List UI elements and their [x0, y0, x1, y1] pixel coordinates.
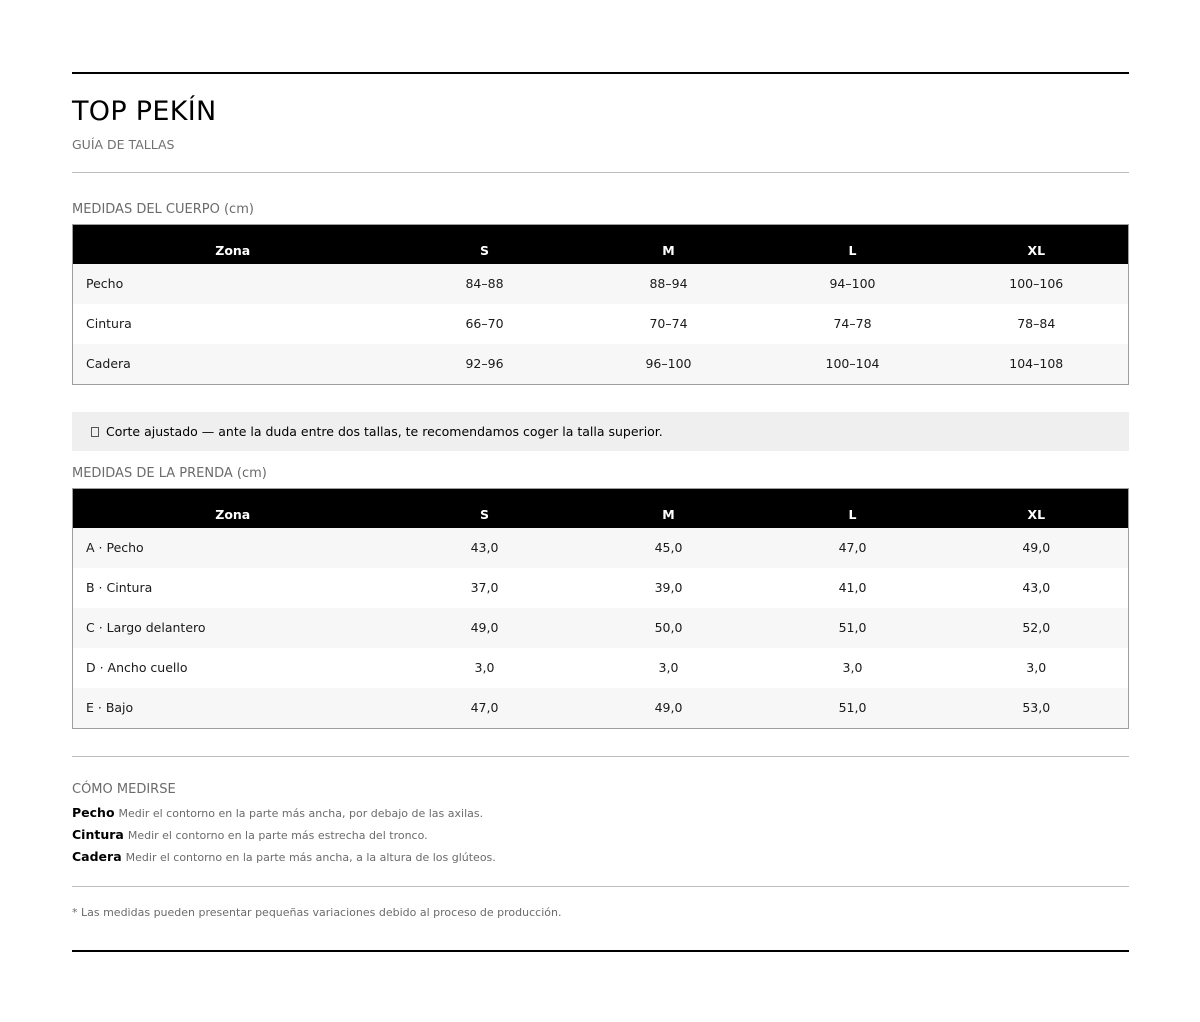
header-divider — [72, 172, 1129, 173]
page-subtitle: GUÍA DE TALLAS — [72, 137, 175, 152]
value-cell: 3,0 — [393, 648, 577, 688]
zone-cell: E · Bajo — [73, 688, 393, 729]
zone-cell: Cadera — [73, 344, 393, 385]
fit-notice-text: Corte ajustado — ante la duda entre dos tallas, te recomendamos coger la talla superior. — [106, 424, 663, 439]
table-row — [73, 568, 1129, 608]
value-cell: 96–100 — [577, 344, 761, 385]
value-cell: 49,0 — [577, 688, 761, 729]
column-header-zone: Zona — [73, 225, 393, 264]
value-cell: 92–96 — [393, 344, 577, 385]
column-header-m: M — [577, 225, 761, 264]
value-cell: 50,0 — [577, 608, 761, 648]
column-header-m: M — [577, 489, 761, 528]
table-header-row — [73, 225, 1129, 264]
how-to-item-name: Cadera — [72, 849, 122, 864]
column-header-xl: XL — [945, 489, 1129, 528]
value-cell: 47,0 — [393, 688, 577, 729]
value-cell: 104–108 — [945, 344, 1129, 385]
column-header-s: S — [393, 489, 577, 528]
table-row — [73, 344, 1129, 385]
value-cell: 3,0 — [761, 648, 945, 688]
how-to-divider — [72, 886, 1129, 887]
how-to-item-desc: Medir el contorno en la parte más ancha, a la altura de los glúteos. — [125, 851, 496, 864]
how-to-item-waist — [72, 827, 428, 844]
value-cell: 70–74 — [577, 304, 761, 344]
top-rule — [72, 72, 1129, 74]
table-row — [73, 648, 1129, 688]
zone-cell: Cintura — [73, 304, 393, 344]
body-measurements-label: MEDIDAS DEL CUERPO (cm) — [72, 202, 254, 217]
table-header-row — [73, 489, 1129, 528]
bottom-rule — [72, 950, 1129, 952]
body-measurements-table-wrap — [72, 224, 1129, 385]
column-header-xl: XL — [945, 225, 1129, 264]
zone-cell: B · Cintura — [73, 568, 393, 608]
zone-cell: A · Pecho — [73, 528, 393, 568]
how-to-item-desc: Medir el contorno en la parte más ancha, por debajo de las axilas. — [118, 807, 484, 820]
column-header-l: L — [761, 489, 945, 528]
info-icon — [91, 427, 99, 437]
value-cell: 49,0 — [945, 528, 1129, 568]
value-cell: 3,0 — [945, 648, 1129, 688]
table-row — [73, 304, 1129, 344]
table-row — [73, 264, 1129, 304]
fit-notice — [72, 412, 1129, 451]
garment-divider — [72, 756, 1129, 757]
how-to-item-chest — [72, 805, 483, 822]
value-cell: 43,0 — [393, 528, 577, 568]
value-cell: 51,0 — [761, 608, 945, 648]
garment-measurements-table-wrap — [72, 488, 1129, 729]
table-row — [73, 608, 1129, 648]
value-cell: 74–78 — [761, 304, 945, 344]
body-measurements-table — [72, 224, 1129, 385]
zone-cell: C · Largo delantero — [73, 608, 393, 648]
value-cell: 100–106 — [945, 264, 1129, 304]
value-cell: 49,0 — [393, 608, 577, 648]
column-header-zone: Zona — [73, 489, 393, 528]
value-cell: 41,0 — [761, 568, 945, 608]
zone-cell: D · Ancho cuello — [73, 648, 393, 688]
column-header-l: L — [761, 225, 945, 264]
value-cell: 47,0 — [761, 528, 945, 568]
table-row — [73, 688, 1129, 729]
value-cell: 94–100 — [761, 264, 945, 304]
value-cell: 88–94 — [577, 264, 761, 304]
how-to-measure-label: CÓMO MEDIRSE — [72, 782, 176, 797]
value-cell: 84–88 — [393, 264, 577, 304]
value-cell: 53,0 — [945, 688, 1129, 729]
value-cell: 3,0 — [577, 648, 761, 688]
value-cell: 51,0 — [761, 688, 945, 729]
garment-measurements-label: MEDIDAS DE LA PRENDA (cm) — [72, 466, 267, 481]
value-cell: 39,0 — [577, 568, 761, 608]
zone-cell: Pecho — [73, 264, 393, 304]
value-cell: 37,0 — [393, 568, 577, 608]
footnote: * Las medidas pueden presentar pequeñas variaciones debido al proceso de producción. — [72, 906, 562, 919]
value-cell: 78–84 — [945, 304, 1129, 344]
how-to-item-hip — [72, 849, 496, 866]
value-cell: 45,0 — [577, 528, 761, 568]
how-to-item-name: Pecho — [72, 805, 115, 820]
table-row — [73, 528, 1129, 568]
value-cell: 100–104 — [761, 344, 945, 385]
column-header-s: S — [393, 225, 577, 264]
how-to-item-name: Cintura — [72, 827, 124, 842]
value-cell: 52,0 — [945, 608, 1129, 648]
value-cell: 66–70 — [393, 304, 577, 344]
how-to-item-desc: Medir el contorno en la parte más estrecha del tronco. — [127, 829, 428, 842]
page-title: TOP PEKÍN — [72, 96, 217, 127]
value-cell: 43,0 — [945, 568, 1129, 608]
garment-measurements-table — [72, 488, 1129, 729]
